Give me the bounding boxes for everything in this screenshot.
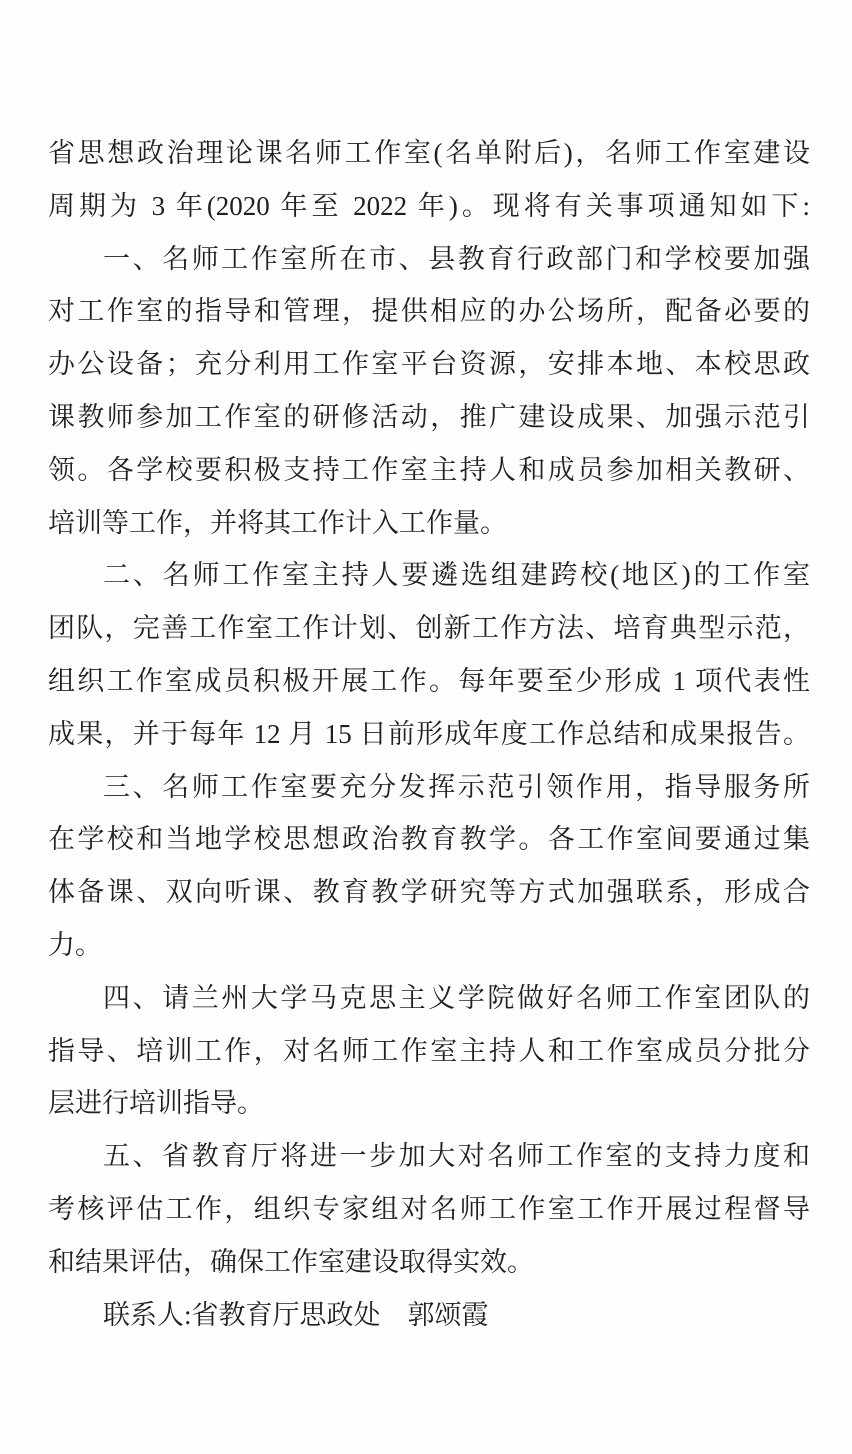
text-line: 对工作室的指导和管理，提供相应的办公场所，配备必要的 — [48, 296, 810, 327]
text-line: 五、省教育厅将进一步加大对名师工作室的支持力度和 — [103, 1141, 810, 1172]
text-line: 培训等工作，并将其工作计入工作量。 — [48, 507, 507, 538]
text-line: 省思想政治理论课名师工作室(名单附后)，名师工作室建设 — [48, 138, 810, 168]
text-line: 四、请兰州大学马克思主义学院做好名师工作室团队的 — [103, 982, 810, 1013]
text-line: 层进行培训指导。 — [48, 1088, 264, 1119]
text-line: 体备课、双向听课、教育教学研究等方式加强联系，形成合 — [48, 877, 810, 908]
text-line: 领。各学校要积极支持工作室主持人和成员参加相关教研、 — [48, 454, 810, 485]
text-line: 一、名师工作室所在市、县教育行政部门和学校要加强 — [103, 243, 810, 274]
text-line: 二、名师工作室主持人要遴选组建跨校(地区)的工作室 — [103, 560, 810, 591]
text-line: 指导、培训工作，对名师工作室主持人和工作室成员分批分 — [48, 1035, 810, 1066]
text-line: 在学校和当地学校思想政治教育教学。各工作室间要通过集 — [48, 824, 810, 855]
text-line: 力。 — [48, 929, 102, 960]
text-line: 组织工作室成员积极开展工作。每年要至少形成 1 项代表性 — [48, 665, 810, 696]
text-line: 考核评估工作，组织专家组对名师工作室工作开展过程督导 — [48, 1193, 810, 1224]
text-line: 成果，并于每年 12 月 15 日前形成年度工作总结和成果报告。 — [48, 718, 810, 749]
text-line: 联系人:省教育厅思政处 郭颂霞 — [103, 1299, 489, 1330]
text-line: 课教师参加工作室的研修活动，推广建设成果、加强示范引 — [48, 401, 810, 432]
text-line: 周期为 3 年(2020 年至 2022 年)。现将有关事项通知如下: — [48, 190, 810, 221]
text-line: 三、名师工作室要充分发挥示范引领作用，指导服务所 — [103, 771, 810, 802]
text-line: 和结果评估，确保工作室建设取得实效。 — [48, 1246, 534, 1277]
notice-body — [48, 127, 810, 1341]
text-line: 团队，完善工作室工作计划、创新工作方法、培育典型示范， — [48, 613, 810, 644]
text-line: 办公设备；充分利用工作室平台资源，安排本地、本校思政 — [48, 349, 810, 380]
